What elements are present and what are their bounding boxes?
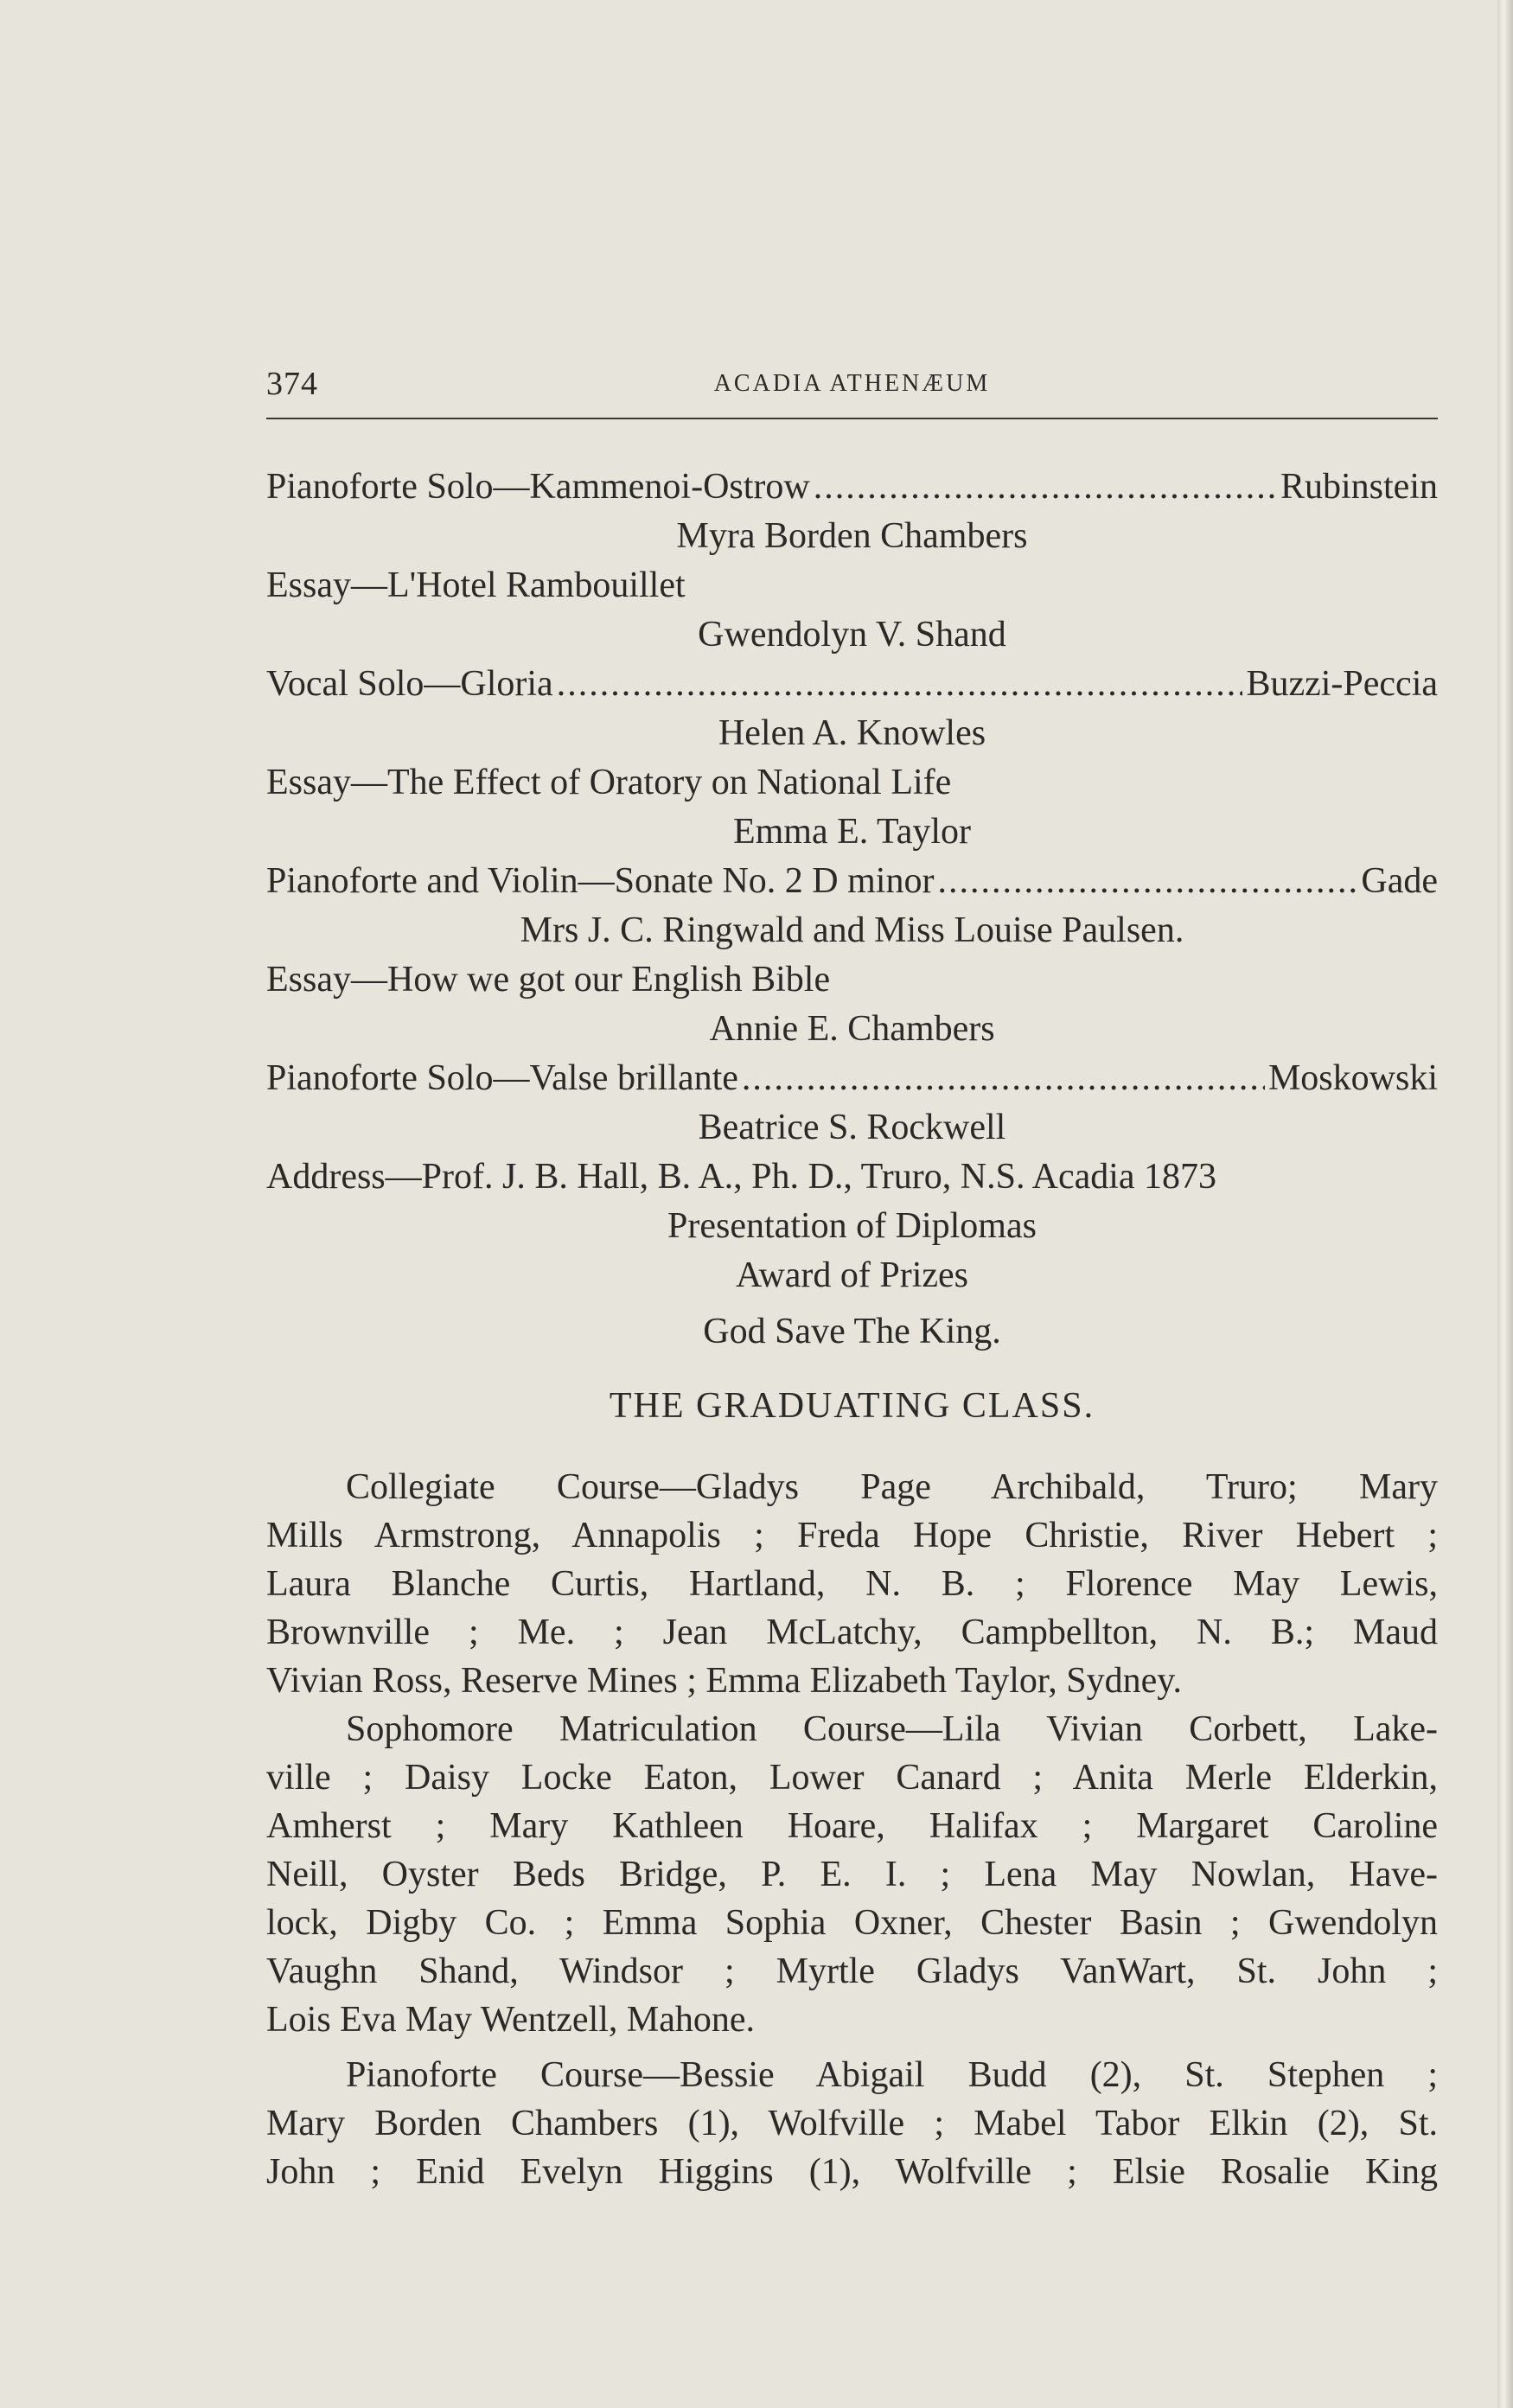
text-line: Pianoforte Course—Bessie Abigail Budd (2), St. Stephen ;: [346, 2055, 1438, 2095]
text-line: Vaughn Shand, Windsor ; Myrtle Gladys VanWart, St. John ;: [266, 1951, 1438, 1991]
program-performer: Emma E. Taylor: [732, 812, 972, 852]
page-number: 374: [266, 366, 318, 402]
text-line: Collegiate Course—Gladys Page Archibald, Truro; Mary: [346, 1467, 1438, 1507]
address-text: Address—Prof. J. B. Hall, B. A., Ph. D., Truro, N.S. Acadia 1873: [266, 1157, 1217, 1197]
program-composer: Gade: [1361, 861, 1438, 901]
text-line: ville ; Daisy Locke Eaton, Lower Canard ; Anita Merle Elderkin,: [266, 1758, 1438, 1798]
header-rule: [266, 418, 1438, 419]
program-title: Pianoforte Solo—Valse brillante: [266, 1058, 738, 1098]
program-title: Essay—How we got our English Bible: [266, 960, 831, 1000]
program-composer: Moskowski: [1267, 1058, 1438, 1098]
program-performer: Mrs J. C. Ringwald and Miss Louise Paulsen.: [520, 910, 1184, 950]
program-item: [266, 463, 1438, 512]
program-composer: Rubinstein: [1280, 467, 1438, 507]
running-head: ACADIA ATHENÆUM: [713, 370, 991, 397]
leader-dots: [814, 463, 1277, 512]
program-title: Pianoforte Solo—Kammenoi-Ostrow: [266, 467, 810, 507]
text-line: Amherst ; Mary Kathleen Hoare, Halifax ; Margaret Caroline: [266, 1806, 1438, 1846]
text-line: Mary Borden Chambers (1), Wolfville ; Mabel Tabor Elkin (2), St.: [266, 2104, 1438, 2143]
graduating-class-text: [266, 1463, 1438, 2196]
text-line: Neill, Oyster Beds Bridge, P. E. I. ; Lena May Nowlan, Have-: [266, 1855, 1438, 1894]
paragraph-pianoforte: [266, 2051, 1438, 2196]
program-item: [266, 1054, 1438, 1103]
program-list: [266, 463, 1438, 1357]
presentation-line: Presentation of Diplomas: [667, 1206, 1037, 1246]
program-item: [266, 561, 1438, 610]
program-item: [266, 660, 1438, 709]
paragraph-sophomore: [266, 1705, 1438, 2044]
leader-dots: [937, 857, 1357, 906]
text-line: Mills Armstrong, Annapolis ; Freda Hope Christie, River Hebert ;: [266, 1516, 1438, 1555]
text-line: lock, Digby Co. ; Emma Sophia Oxner, Chester Basin ; Gwendolyn: [266, 1903, 1438, 1943]
text-line: Brownville ; Me. ; Jean McLatchy, Campbellton, N. B.; Maud: [266, 1613, 1438, 1652]
program-performer: Gwendolyn V. Shand: [698, 615, 1006, 655]
text-line: Lois Eva May Wentzell, Mahone.: [266, 2000, 756, 2040]
program-performer: Helen A. Knowles: [718, 713, 986, 753]
program-item: [266, 955, 1438, 1005]
leader-dots: [742, 1054, 1265, 1103]
program-composer: Buzzi-Peccia: [1246, 664, 1438, 704]
anthem-line: God Save The King.: [703, 1312, 1001, 1351]
text-line: Sophomore Matriculation Course—Lila Vivian Corbett, Lake-: [346, 1709, 1438, 1749]
text-line: John ; Enid Evelyn Higgins (1), Wolfville ; Elsie Rosalie King: [266, 2152, 1438, 2192]
leader-dots: [557, 660, 1243, 709]
program-item: [266, 758, 1438, 808]
program-performer: Beatrice S. Rockwell: [698, 1108, 1006, 1147]
page-edge: [1497, 0, 1513, 2408]
program-performer: Annie E. Chambers: [709, 1009, 995, 1049]
program-performer: Myra Borden Chambers: [676, 516, 1028, 556]
program-title: Vocal Solo—Gloria: [266, 664, 553, 704]
program-title: Essay—The Effect of Oratory on National Life: [266, 763, 952, 802]
section-heading: THE GRADUATING CLASS.: [609, 1386, 1095, 1426]
text-line: Laura Blanche Curtis, Hartland, N. B. ; Florence May Lewis,: [266, 1564, 1438, 1604]
program-title: Pianoforte and Violin—Sonate No. 2 D minor: [266, 861, 935, 901]
program-title: Essay—L'Hotel Rambouillet: [266, 565, 686, 605]
address-line: [266, 1153, 1438, 1202]
paragraph-collegiate: [266, 1463, 1438, 1705]
prizes-line: Award of Prizes: [735, 1255, 969, 1295]
text-line: Vivian Ross, Reserve Mines ; Emma Elizabeth Taylor, Sydney.: [266, 1661, 1183, 1701]
page-header: [266, 354, 1438, 415]
program-item: [266, 857, 1438, 906]
